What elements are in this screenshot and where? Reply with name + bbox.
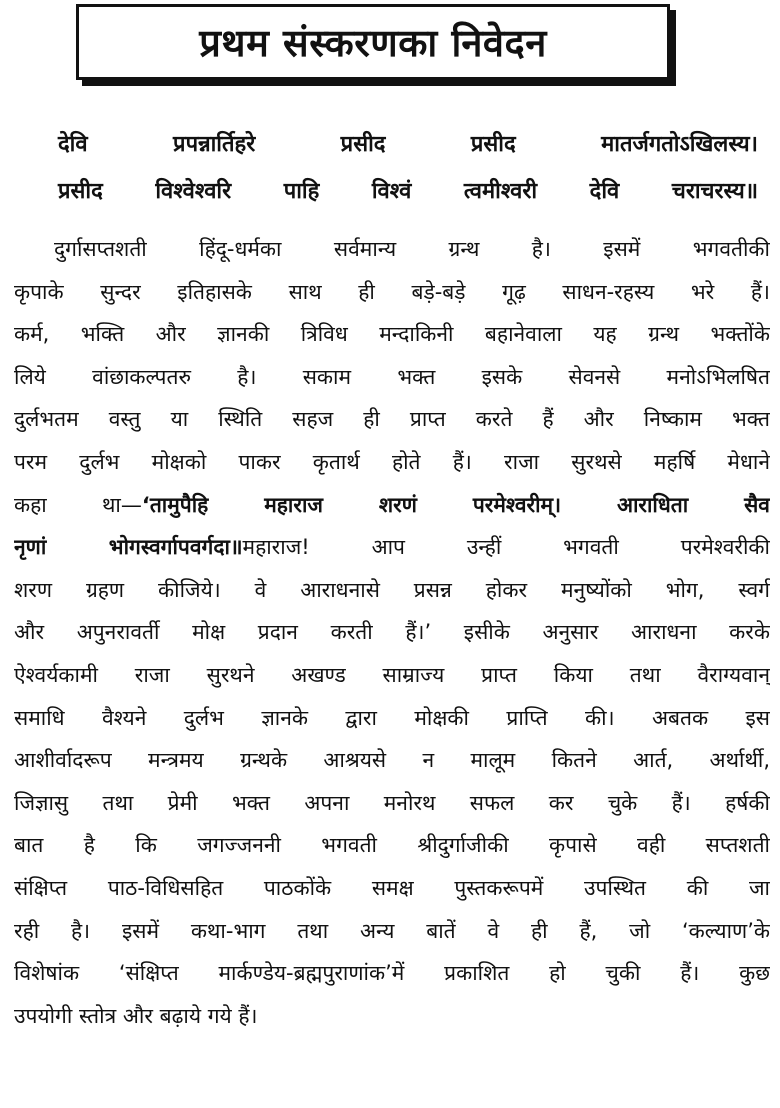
body-line: और अपुनरावर्ती मोक्ष प्रदान करती हैं।’ इसीके अनुसार आराधना करके [14, 620, 770, 645]
body-line: समाधि वैश्यने दुर्लभ ज्ञानके द्वारा मोक्षकी प्राप्ति की। अबतक इस [14, 705, 770, 730]
page-title: प्रथम संस्करणका निवेदन [199, 21, 547, 65]
body-line: दुर्लभतम वस्तु या स्थिति सहज ही प्राप्त करते हैं और निष्काम भक्त [14, 407, 770, 432]
body-line: रही है। इसमें कथा-भाग तथा अन्य बातें वे ही हैं, जो ‘कल्याण’के [14, 918, 770, 943]
body-line: शरण ग्रहण कीजिये। वे आराधनासे प्रसन्न होकर मनुष्योंको भोग, स्वर्ग [14, 577, 770, 602]
body-line: विशेषांक ‘संक्षिप्त मार्कण्डेय-ब्रह्मपुराणांक’में प्रकाशित हो चुकी हैं। कुछ [14, 961, 770, 986]
body-line [14, 526, 770, 569]
quoted-verse: ‘तामुपैहि महाराज शरणं परमेश्वरीम्। आराधिता सैव [141, 492, 770, 517]
body-line: दुर्गासप्तशती हिंदू-धर्मका सर्वमान्य ग्रन्थ है। इसमें भगवतीकी [54, 237, 770, 261]
body-line: कर्म, भक्ति और ज्ञानकी त्रिविध मन्दाकिनी बहानेवाला यह ग्रन्थ भक्तोंके [14, 322, 770, 347]
body-line: जिज्ञासु तथा प्रेमी भक्त अपना मनोरथ सफल कर चुके हैं। हर्षकी [14, 790, 770, 815]
title-box [76, 4, 670, 80]
body-text: कहा था— [14, 492, 142, 517]
body-line: उपयोगी स्तोत्र और बढ़ाये गये हैं। [14, 1003, 258, 1028]
body-line: ऐश्वर्यकामी राजा सुरथने अखण्ड साम्राज्य प्राप्त किया तथा वैराग्यवान् [14, 662, 770, 687]
body-line: लिये वांछाकल्पतरु है। सकाम भक्त इसके सेवनसे मनोऽभिलषित [14, 364, 770, 389]
body-line: परम दुर्लभ मोक्षको पाकर कृतार्थ होते हैं। राजा सुरथसे महर्षि मेधाने [14, 449, 770, 474]
body-line: कृपाके सुन्दर इतिहासके साथ ही बड़े-बड़े गूढ़ साधन-रहस्य भरे हैं। [14, 279, 770, 304]
verse-line-1: देवि प्रपन्नार्तिहरे प्रसीद प्रसीद मातर्जगतोऽखिलस्य। [58, 132, 758, 157]
body-paragraph [14, 228, 770, 1037]
body-line: संक्षिप्त पाठ-विधिसहित पाठकोंके समक्ष पुस्तकरूपमें उपस्थित की जा [14, 875, 770, 900]
verse-line-2: प्रसीद विश्वेश्वरि पाहि विश्वं त्वमीश्वरी देवि चराचरस्य॥ [58, 179, 758, 204]
quoted-verse: नृणां भोगस्वर्गापवर्गदा॥ [14, 535, 243, 560]
body-line: आशीर्वादरूप मन्त्रमय ग्रन्थके आश्रयसे न मालूम कितने आर्त, अर्थार्थी, [14, 748, 770, 773]
body-line: बात है कि जगज्जननी भगवती श्रीदुर्गाजीकी कृपासे वही सप्तशती [14, 833, 770, 858]
body-text: महाराज! आप उन्हीं भगवती परमेश्वरीकी [242, 535, 770, 560]
body-line [14, 484, 770, 527]
